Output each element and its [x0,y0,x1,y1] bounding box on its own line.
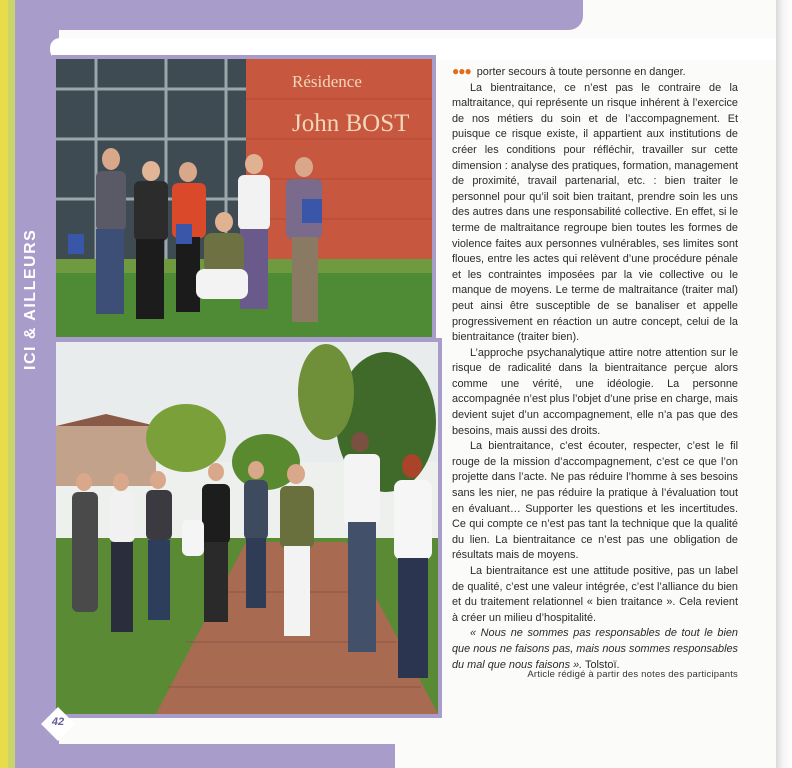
sign-residence: Résidence [292,72,362,91]
article-paragraph [452,64,738,81]
photo-group-garden-image [56,342,438,714]
footer-band [15,744,395,768]
article-quote [452,626,738,673]
photo-group-building [52,55,436,341]
bullet-dots-icon: ●●● [452,64,471,78]
header-band [15,0,583,30]
quote-text: « Nous ne sommes pas responsables de tout le bien que nous ne faisons pas, mais nous sommes responsables du mal que nous faisons ». [452,627,738,671]
page-edge [776,0,792,768]
article-paragraph: La bientraitance est une attitude positive, pas un label de qualité, c’est une valeur intégrée, c’est l’alliance du bien et du traitement relationnel « bien traitance ». Cela revient à créer un milieu d’hospitalité. [452,565,738,624]
article-paragraph: La bientraitance, ce n’est pas le contraire de la maltraitance, qui représente un risque inhérent à l’exercice de nos métiers du soin et de l’accompagnement. Et puisque ce risque existe, il appartient aux institutions de créer les conditions pour réfléchir, travailler sur cette dimension : analyse des pratiques, formation, management de proximité, travail partenarial, etc. : bien traiter le personnel pour qu’il soit bien traitant, prendre soin les uns des autres dans une responsabilité collective. En effet, si le terme de maltraitance regroupe bien toutes les formes de violence faites aux personnes vulnérables, ses limites sont floues, entre les actes qui relèvent d’une procédure pénale et les contraintes imposées par la vie collective ou le manque de moyens. Le terme de maltraitance (traiter mal) peut ainsi être susceptible de se banaliser et appelle progressivement en réaction un autre concept, celui de la bientraitance (traiter bien). [452,81,738,344]
quote-author: Tolstoï. [585,658,620,671]
section-rubric [22,200,48,370]
article-paragraph: La bientraitance, c’est écouter, respecter, c’est le fil rouge de la mission d’accompagnement, c’est ce que l’on projette dans l’acte. Ne pas réduire l’homme à ses besoins sans les nier, ne pas réduire la pratique à l’évaluation tout en évaluant… Supporter les questions et les incertitudes. Ce qui compte ce n’est pas tant la technique que la qualité du lien. La bientraitance ce n’est pas une obligation de résultats mais de moyens. [452,440,738,562]
binding-gutter [0,0,8,768]
binding-gutter-inner [8,0,15,768]
photo-group-garden [52,338,442,718]
article-body [452,64,738,673]
photo-group-building-image [56,59,432,337]
article-paragraph-text: porter secours à toute personne en danger. [476,66,686,78]
page-number: 42 [51,716,65,728]
sign-john-bost: John BOST [292,110,410,137]
section-rubric-label: ICI & AILLEURS [22,228,39,370]
article-credit: Article rédigé à partir des notes des participants [527,669,738,680]
article-paragraph: L’approche psychanalytique attire notre attention sur le risque de radicalité dans la bientraitance perçue alors comme une vérité, une idéologie. La personne accompagnée n’est plus l’objet d’une prise en charge, mais devient sujet d’un accompagnement, elle n’a pas que des besoins, mais aussi des droits. [452,346,738,437]
